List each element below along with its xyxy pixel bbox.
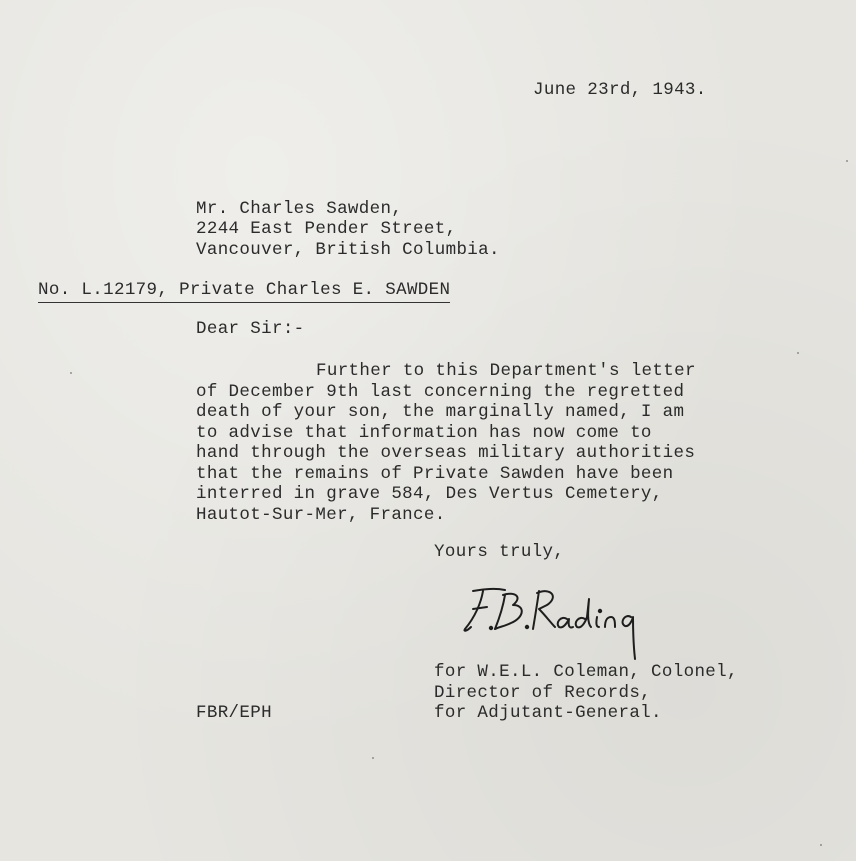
body-line: of December 9th last concerning the regretted: [196, 381, 685, 402]
closing: Yours truly,: [434, 542, 565, 562]
letter-body: [196, 361, 696, 525]
reference-initials: FBR/EPH: [196, 703, 272, 723]
signature-line-office: for Adjutant-General.: [434, 703, 662, 723]
recipient-name: Mr. Charles Sawden,: [196, 199, 403, 219]
body-line: Further to this Department's letter: [316, 361, 696, 381]
body-line: hand through the overseas military authorities: [196, 443, 696, 463]
signature-line-title: Director of Records,: [434, 683, 652, 703]
recipient-city: Vancouver, British Columbia.: [196, 240, 500, 260]
paper-speck: [846, 160, 848, 162]
letter-date: June 23rd, 1943.: [533, 80, 707, 100]
paper-speck: [820, 844, 822, 846]
recipient-street: 2244 East Pender Street,: [196, 219, 457, 239]
body-line: to advise that information has now come to: [196, 422, 652, 443]
handwritten-signature: [455, 583, 665, 663]
paper-speck: [70, 372, 72, 374]
paper-speck: [372, 757, 374, 759]
body-line: that the remains of Private Sawden have been: [196, 463, 674, 484]
paper-speck: [797, 352, 799, 354]
signature-line-for: for W.E.L. Coleman, Colonel,: [434, 662, 738, 682]
salutation: Dear Sir:-: [196, 319, 305, 339]
body-line: death of your son, the marginally named, I am: [196, 402, 685, 422]
body-line: Hautot-Sur-Mer, France.: [196, 504, 446, 525]
subject-line: No. L.12179, Private Charles E. SAWDEN: [38, 280, 450, 303]
body-line: interred in grave 584, Des Vertus Cemetery,: [196, 484, 663, 504]
